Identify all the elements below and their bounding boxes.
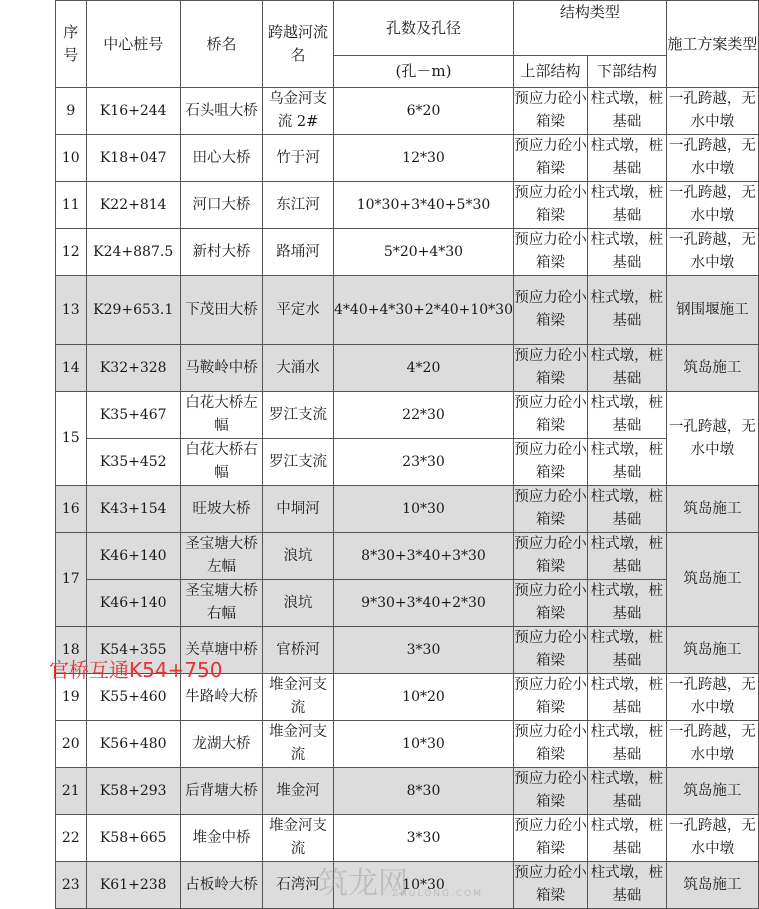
cell-lower: 柱式墩，桩基础 <box>587 815 666 862</box>
cell-lower: 柱式墩，桩基础 <box>587 721 666 768</box>
cell-station: K35+467 <box>86 392 180 439</box>
cell-no: 12 <box>56 229 87 276</box>
red-annotation-text: 官桥互通K54+750 <box>49 658 223 682</box>
table-row <box>56 345 759 392</box>
table-row <box>56 486 759 533</box>
cell-no: 17 <box>56 533 87 627</box>
bridge-construction-table <box>55 0 759 909</box>
cell-station: K32+328 <box>86 345 180 392</box>
cell-upper: 预应力砼小箱梁 <box>514 580 588 627</box>
cell-upper: 预应力砼小箱梁 <box>514 392 588 439</box>
cell-station: K46+140 <box>86 533 180 580</box>
table-row <box>56 392 759 439</box>
cell-station: K58+293 <box>86 768 180 815</box>
cell-no: 13 <box>56 276 87 345</box>
cell-bridge: 圣宝塘大桥右幅 <box>180 580 262 627</box>
cell-bridge: 牛路岭大桥 <box>180 674 262 721</box>
header-river: 跨越河流名 <box>263 1 334 88</box>
cell-lower: 柱式墩，桩基础 <box>587 229 666 276</box>
cell-river: 官桥河 <box>263 627 334 674</box>
cell-lower: 柱式墩，桩基础 <box>587 862 666 909</box>
cell-station: K54+355 <box>86 627 180 674</box>
cell-no: 22 <box>56 815 87 862</box>
cell-plan: 一孔跨越，无水中墩 <box>666 815 758 862</box>
table-row <box>56 276 759 345</box>
cell-span: 8*30 <box>334 768 514 815</box>
table-row <box>56 88 759 135</box>
cell-station: K24+887.5 <box>86 229 180 276</box>
cell-river: 浪坑 <box>263 533 334 580</box>
header-upper: 上部结构 <box>514 56 588 88</box>
cell-no: 9 <box>56 88 87 135</box>
cell-no: 18 <box>56 627 87 674</box>
cell-bridge: 石头咀大桥 <box>180 88 262 135</box>
cell-no: 21 <box>56 768 87 815</box>
cell-bridge: 白花大桥右幅 <box>180 439 262 486</box>
cell-river: 堆金河支流 <box>263 674 334 721</box>
cell-plan: 筑岛施工 <box>666 768 758 815</box>
cell-lower: 柱式墩，桩基础 <box>587 580 666 627</box>
table-row <box>56 533 759 580</box>
cell-bridge: 龙湖大桥 <box>180 721 262 768</box>
cell-bridge: 新村大桥 <box>180 229 262 276</box>
cell-upper: 预应力砼小箱梁 <box>514 345 588 392</box>
cell-span: 9*30+3*40+2*30 <box>334 580 514 627</box>
cell-bridge: 关草塘中桥 <box>180 627 262 674</box>
header-structure: 结构类型 <box>514 1 667 56</box>
cell-span: 8*30+3*40+3*30 <box>334 533 514 580</box>
cell-bridge: 占板岭大桥 <box>180 862 262 909</box>
cell-plan: 一孔跨越，无水中墩 <box>666 674 758 721</box>
cell-upper: 预应力砼小箱梁 <box>514 721 588 768</box>
cell-river: 平定水 <box>263 276 334 345</box>
cell-bridge: 下茂田大桥 <box>180 276 262 345</box>
table-row <box>56 580 759 627</box>
cell-lower: 柱式墩，桩基础 <box>587 439 666 486</box>
cell-lower: 柱式墩，桩基础 <box>587 533 666 580</box>
cell-lower: 柱式墩，桩基础 <box>587 345 666 392</box>
cell-station: K46+140 <box>86 580 180 627</box>
cell-station: K55+460 <box>86 674 180 721</box>
cell-river: 浪坑 <box>263 580 334 627</box>
cell-river: 罗江支流 <box>263 439 334 486</box>
cell-river: 东江河 <box>263 182 334 229</box>
cell-station: K35+452 <box>86 439 180 486</box>
cell-no: 15 <box>56 392 87 486</box>
table-row <box>56 815 759 862</box>
cell-upper: 预应力砼小箱梁 <box>514 276 588 345</box>
cell-span: 3*30 <box>334 627 514 674</box>
cell-span: 10*30 <box>334 862 514 909</box>
cell-no: 11 <box>56 182 87 229</box>
cell-span: 6*20 <box>334 88 514 135</box>
cell-span: 10*20 <box>334 674 514 721</box>
cell-span: 10*30 <box>334 486 514 533</box>
table-row <box>56 768 759 815</box>
cell-station: K18+047 <box>86 135 180 182</box>
cell-bridge: 圣宝塘大桥左幅 <box>180 533 262 580</box>
cell-span: 10*30 <box>334 721 514 768</box>
cell-plan: 筑岛施工 <box>666 627 758 674</box>
cell-span: 3*30 <box>334 815 514 862</box>
cell-span: 4*20 <box>334 345 514 392</box>
cell-lower: 柱式墩，桩基础 <box>587 768 666 815</box>
cell-bridge: 河口大桥 <box>180 182 262 229</box>
cell-bridge: 马鞍岭中桥 <box>180 345 262 392</box>
cell-plan: 一孔跨越，无水中墩 <box>666 229 758 276</box>
cell-lower: 柱式墩，桩基础 <box>587 486 666 533</box>
cell-lower: 柱式墩，桩基础 <box>587 135 666 182</box>
cell-bridge: 旺坡大桥 <box>180 486 262 533</box>
cell-river: 路埇河 <box>263 229 334 276</box>
cell-plan: 筑岛施工 <box>666 486 758 533</box>
cell-upper: 预应力砼小箱梁 <box>514 768 588 815</box>
table-row <box>56 182 759 229</box>
cell-station: K22+814 <box>86 182 180 229</box>
cell-lower: 柱式墩，桩基础 <box>587 674 666 721</box>
cell-plan: 筑岛施工 <box>666 533 758 627</box>
cell-river: 罗江支流 <box>263 392 334 439</box>
cell-upper: 预应力砼小箱梁 <box>514 439 588 486</box>
cell-upper: 预应力砼小箱梁 <box>514 486 588 533</box>
cell-span: 4*40+4*30+2*40+10*30 <box>334 276 514 345</box>
cell-upper: 预应力砼小箱梁 <box>514 674 588 721</box>
cell-lower: 柱式墩，桩基础 <box>587 182 666 229</box>
cell-plan: 筑岛施工 <box>666 345 758 392</box>
cell-plan: 筑岛施工 <box>666 862 758 909</box>
table-row <box>56 229 759 276</box>
cell-river: 乌金河支流 2# <box>263 88 334 135</box>
cell-span: 23*30 <box>334 439 514 486</box>
table-row <box>56 135 759 182</box>
cell-span: 12*30 <box>334 135 514 182</box>
cell-upper: 预应力砼小箱梁 <box>514 229 588 276</box>
cell-upper: 预应力砼小箱梁 <box>514 627 588 674</box>
cell-lower: 柱式墩，桩基础 <box>587 627 666 674</box>
cell-river: 堆金河 <box>263 768 334 815</box>
cell-station: K29+653.1 <box>86 276 180 345</box>
cell-station: K43+154 <box>86 486 180 533</box>
cell-span: 10*30+3*40+5*30 <box>334 182 514 229</box>
cell-upper: 预应力砼小箱梁 <box>514 815 588 862</box>
cell-river: 中垌河 <box>263 486 334 533</box>
cell-upper: 预应力砼小箱梁 <box>514 135 588 182</box>
cell-no: 23 <box>56 862 87 909</box>
cell-station: K58+665 <box>86 815 180 862</box>
cell-span: 5*20+4*30 <box>334 229 514 276</box>
header-lower: 下部结构 <box>587 56 666 88</box>
watermark-url-text: ZHULONG.COM <box>392 889 483 899</box>
cell-lower: 柱式墩，桩基础 <box>587 392 666 439</box>
table-row <box>56 439 759 486</box>
header-span-unit: (孔－m) <box>334 56 514 88</box>
cell-river: 堆金河支流 <box>263 721 334 768</box>
cell-lower: 柱式墩，桩基础 <box>587 276 666 345</box>
cell-upper: 预应力砼小箱梁 <box>514 862 588 909</box>
cell-river: 堆金河支流 <box>263 815 334 862</box>
cell-no: 20 <box>56 721 87 768</box>
cell-station: K56+480 <box>86 721 180 768</box>
cell-no: 10 <box>56 135 87 182</box>
cell-upper: 预应力砼小箱梁 <box>514 88 588 135</box>
header-seq: 序号 <box>56 1 87 88</box>
cell-plan: 一孔跨越，无水中墩 <box>666 721 758 768</box>
cell-river: 竹于河 <box>263 135 334 182</box>
cell-bridge: 田心大桥 <box>180 135 262 182</box>
header-bridge: 桥名 <box>180 1 262 88</box>
cell-station: K16+244 <box>86 88 180 135</box>
header-station: 中心桩号 <box>86 1 180 88</box>
cell-bridge: 堆金中桥 <box>180 815 262 862</box>
cell-river: 石湾河 <box>263 862 334 909</box>
header-plan: 施工方案类型 <box>666 1 758 88</box>
cell-plan: 钢围堰施工 <box>666 276 758 345</box>
header-span: 孔数及孔径 <box>334 1 514 56</box>
cell-plan: 一孔跨越，无水中墩 <box>666 182 758 229</box>
cell-bridge: 白花大桥左幅 <box>180 392 262 439</box>
cell-no: 19 <box>56 674 87 721</box>
cell-plan: 一孔跨越，无水中墩 <box>666 135 758 182</box>
cell-station: K61+238 <box>86 862 180 909</box>
cell-bridge: 后背塘大桥 <box>180 768 262 815</box>
cell-upper: 预应力砼小箱梁 <box>514 533 588 580</box>
cell-lower: 柱式墩，桩基础 <box>587 88 666 135</box>
bridge-table-wrapper <box>55 0 759 909</box>
cell-plan: 一孔跨越，无水中墩 <box>666 392 758 486</box>
cell-river: 大涌水 <box>263 345 334 392</box>
table-row <box>56 721 759 768</box>
cell-plan: 一孔跨越，无水中墩 <box>666 88 758 135</box>
cell-no: 14 <box>56 345 87 392</box>
cell-upper: 预应力砼小箱梁 <box>514 182 588 229</box>
cell-no: 16 <box>56 486 87 533</box>
cell-span: 22*30 <box>334 392 514 439</box>
watermark-logo-text: 筑龙网 <box>318 866 408 901</box>
